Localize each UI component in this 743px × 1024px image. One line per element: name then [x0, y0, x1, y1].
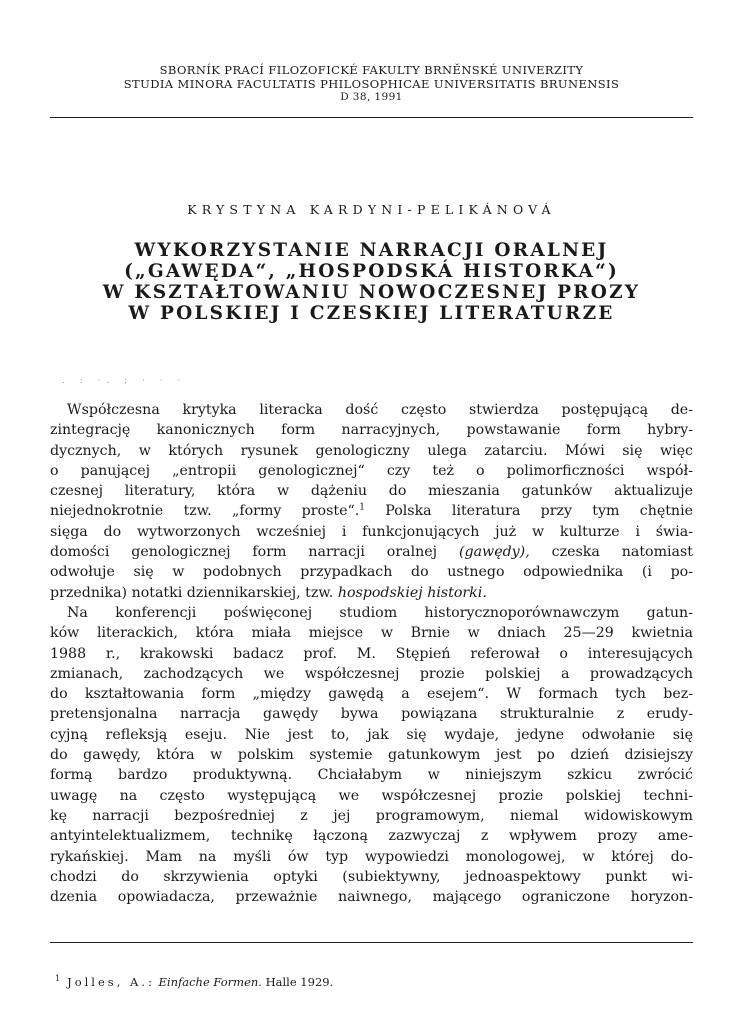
journal-header [50, 64, 693, 105]
body-line: zmianach, zachodzących we współczesnej prozie polskiej a prowadzących [50, 665, 693, 682]
body-line: antyintelektualizmem, technikę łączoną zazwyczaj z wpływem prozy ame- [50, 828, 693, 845]
body-line: dycznych, w których rysunek genologiczny ulega zatarciu. Mówi się więc [50, 442, 693, 459]
italic-term-gaweda: (gawędy), [458, 544, 530, 561]
body-line: do kształtowania form „między gawędą a esejem“. W formach tych bez- [50, 686, 693, 703]
body-line: formą bardzo produktywną. Chciałabym w niniejszym szkicu zwrócić [50, 767, 693, 784]
footnote-work: Einfache Formen. [158, 975, 262, 989]
article-body [50, 400, 693, 907]
body-line: odwołuje się w podobnych przypadkach do ustnego odpowiednika (i po- [50, 564, 693, 581]
body-line: Współczesna krytyka literacka dość często stwierdza postępującą de- [67, 402, 693, 418]
title-line-4: W POLSKIEJ I CZESKIEJ LITERATURZE [128, 303, 615, 324]
article-title [40, 240, 703, 324]
footnote-author: Jolles, A.: [67, 975, 155, 989]
body-line: ków literackich, która miała miejsce w Brnie w dniach 25—29 kwietnia [50, 625, 693, 642]
body-line: sięga do wytworzonych wcześniej i funkcjonujących już w kulturze i świa- [50, 523, 693, 540]
body-line: kę narracji bezpośredniej z jej programowym, niemal widowiskowym [50, 807, 693, 824]
body-line: dzenia opowiadacza, przeważnie naiwnego, mającego ograniczone horyzon- [50, 889, 693, 906]
footnote-rule [50, 942, 693, 943]
body-fragment: Polska literatura przy tym chętnie [364, 503, 693, 520]
title-line-2: („GAWĘDA“, „HOSPODSKÁ HISTORKA“) [124, 261, 619, 282]
footnote-ref[interactable]: 1 [359, 502, 365, 513]
title-line-3: W KSZTAŁTOWANIU NOWOCZESNEJ PROZY [102, 282, 641, 303]
body-line [50, 542, 693, 562]
footnote [55, 974, 333, 989]
body-line [50, 501, 693, 521]
body-line: uwagę na często występującą we współczesnej prozie polskiej techni- [50, 787, 693, 804]
body-line: Na konferencji poświęconej studiom historycznoporównawczym gatun- [67, 604, 693, 621]
body-fragment: niejednokrotnie tzw. „formy proste“. [50, 503, 360, 520]
body-line: o panującej „entropii genologicznej“ czy też o polimorficzności współ- [50, 462, 693, 479]
body-line: pretensjonalna narracja gawędy bywa powiązana strukturalnie z erudy- [50, 706, 693, 723]
journal-header-line-3: D 38, 1991 [340, 91, 403, 103]
body-line: cyjną refleksją eseju. Nie jest to, jak się wydaje, jedyne odwołanie się [50, 726, 693, 743]
title-line-1: WYKORZYSTANIE NARRACJI ORALNEJ [134, 240, 609, 261]
header-rule [50, 117, 693, 118]
body-line: chodzi do skrzywienia optyki (subiektywny, jednoaspektowy punkt wi- [50, 868, 693, 885]
article-author: KRYSTYNA KARDYNI-PELIKÁNOVÁ [187, 202, 556, 217]
body-line: do gawędy, która w polskim systemie gatunkowym jest po dzień dzisiejszy [50, 747, 693, 764]
body-fragment: domości genologicznej form narracji oralnej [50, 544, 459, 561]
italic-term-hospodska: hospodskiej historki. [337, 584, 487, 601]
journal-header-line-1: SBORNÍK PRACÍ FILOZOFICKÉ FAKULTY BRNĚNSKÉ UNIVERZITY [159, 63, 584, 77]
journal-header-line-2: STUDIA MINORA FACULTATIS PHILOSOPHICAE UNIVERSITATIS BRUNENSIS [123, 76, 620, 91]
footnote-rest: Halle 1929. [261, 975, 334, 989]
body-line: rykańskiej. Mam na myśli ów typ wypowiedzi monologowej, w której do- [50, 848, 693, 865]
body-line [50, 583, 693, 603]
scan-artifact: . : ·. ; · · · [62, 376, 187, 386]
body-line: czesnej literatury, która w dążeniu do mieszania gatunków aktualizuje [50, 483, 693, 500]
body-fragment: czeska natomiast [529, 544, 693, 561]
body-line: zintegrację kanonicznych form narracyjnych, powstawanie form hybry- [50, 422, 693, 439]
body-line: 1988 r., krakowski badacz prof. M. Stępień referował o interesujących [50, 645, 693, 662]
footnote-number: 1 [55, 974, 61, 983]
body-fragment: przednika) notatki dziennikarskiej, tzw. [50, 584, 338, 601]
